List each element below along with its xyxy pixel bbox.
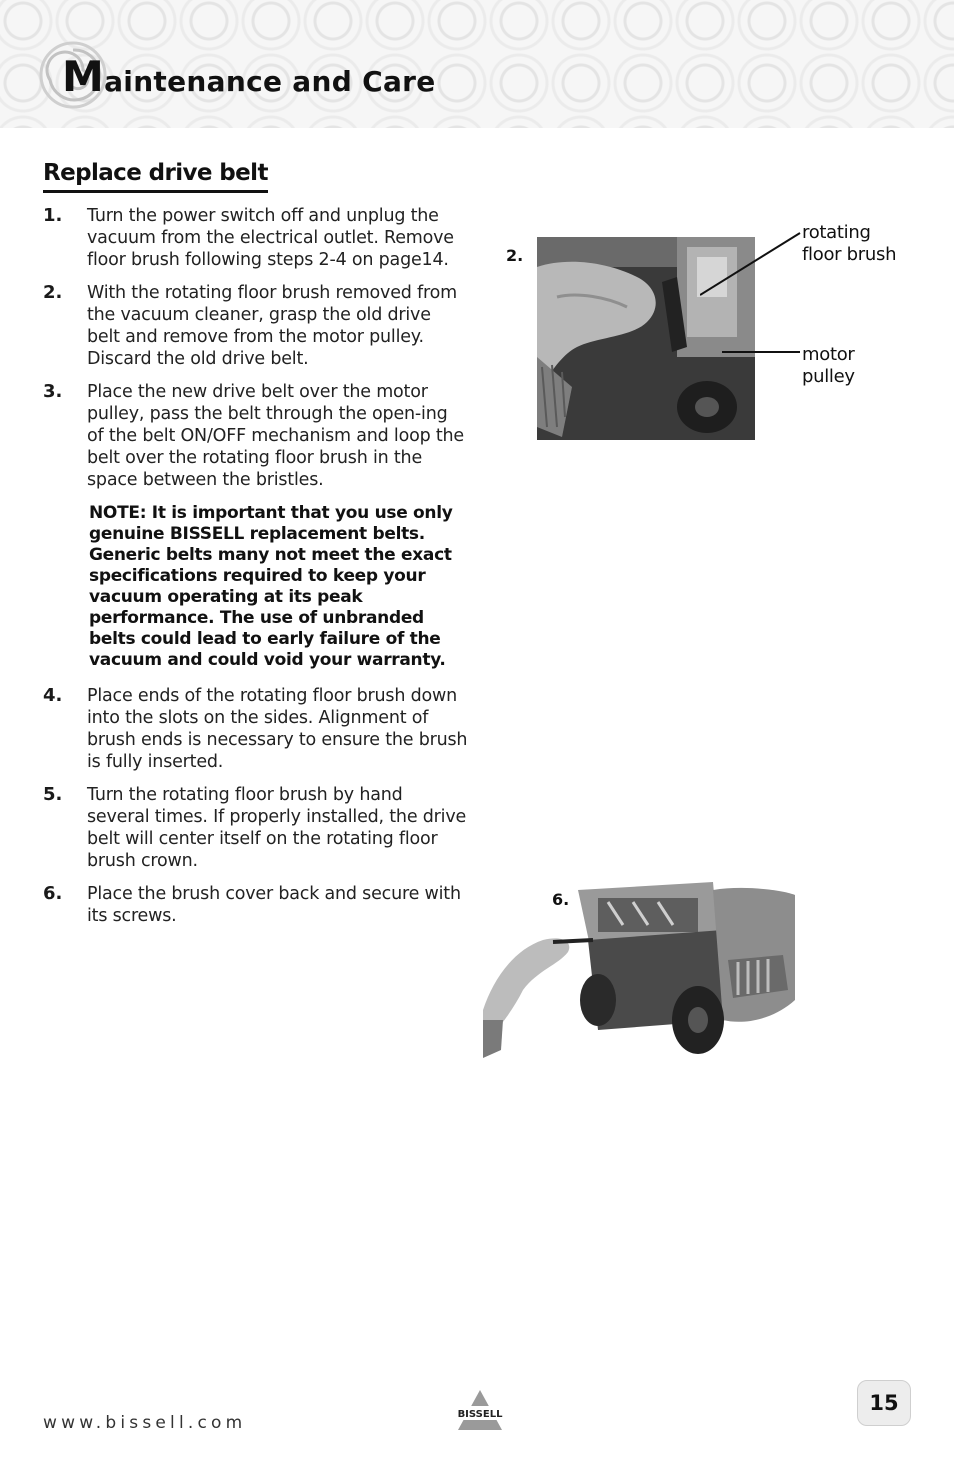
figure-2-label: 2. <box>506 246 524 265</box>
step-3 <box>43 381 468 491</box>
step-text: Place the new drive belt over the motor pulley, pass the belt through the open-ing of the belt ON/OFF mechanism and loop the belt over the rotating floor brush in the space between the bristles. <box>87 382 464 490</box>
page-title-rest: aintenance and Care <box>104 65 436 98</box>
step-number: 1. <box>43 205 63 226</box>
step-text: Turn the rotating floor brush by hand several times. If properly installed, the drive belt will center itself on the rotating floor brush crown. <box>87 785 467 871</box>
callout-line: floor brush <box>802 244 897 265</box>
step-number: 2. <box>43 282 63 303</box>
important-note: NOTE: It is important that you use only genuine BISSELL replacement belts. Generic belts many not meet the exact specifications required to keep your vacuum operating at its peak performance. The use of unbranded belts could lead to early failure of the vacuum and could void your warranty. <box>89 503 453 670</box>
callout-line: motor <box>802 344 855 365</box>
step-text: Turn the power switch off and unplug the vacuum from the electrical outlet. Remove floor brush following steps 2-4 on page14. <box>87 206 454 270</box>
step-number: 3. <box>43 381 63 402</box>
step-text: Place ends of the rotating floor brush down into the slots on the sides. Alignment of brush ends is necessary to ensure the brush is fully inserted. <box>87 686 468 772</box>
figure-6-label: 6. <box>552 890 570 909</box>
step-number: 4. <box>43 685 63 706</box>
footer-url[interactable]: www.bissell.com <box>43 1413 247 1433</box>
step-4 <box>43 685 468 773</box>
callout-lines <box>700 225 810 360</box>
step-2 <box>43 282 468 370</box>
figure-6-photo <box>483 880 795 1058</box>
step-text: With the rotating floor brush removed from the vacuum cleaner, grasp the old drive belt and remove from the motor pulley. Discard the old drive belt. <box>87 283 457 369</box>
step-text: Place the brush cover back and secure with its screws. <box>87 884 461 926</box>
step-number: 6. <box>43 883 63 904</box>
step-number: 5. <box>43 784 63 805</box>
logo-text: BISSELL <box>457 1409 503 1420</box>
step-6 <box>43 883 468 927</box>
step-1 <box>43 205 468 271</box>
step-5 <box>43 784 468 872</box>
section-title: Replace drive belt <box>43 160 268 193</box>
steps-list <box>43 205 468 938</box>
callout-line: rotating <box>802 222 871 243</box>
page-title <box>62 52 436 101</box>
callout-motor-pulley <box>802 344 855 388</box>
bissell-logo-icon <box>448 1388 512 1432</box>
callout-line: pulley <box>802 366 855 387</box>
page-title-initial: M <box>62 52 105 101</box>
page-number: 15 <box>857 1380 911 1426</box>
callout-rotating-floor-brush <box>802 222 896 266</box>
